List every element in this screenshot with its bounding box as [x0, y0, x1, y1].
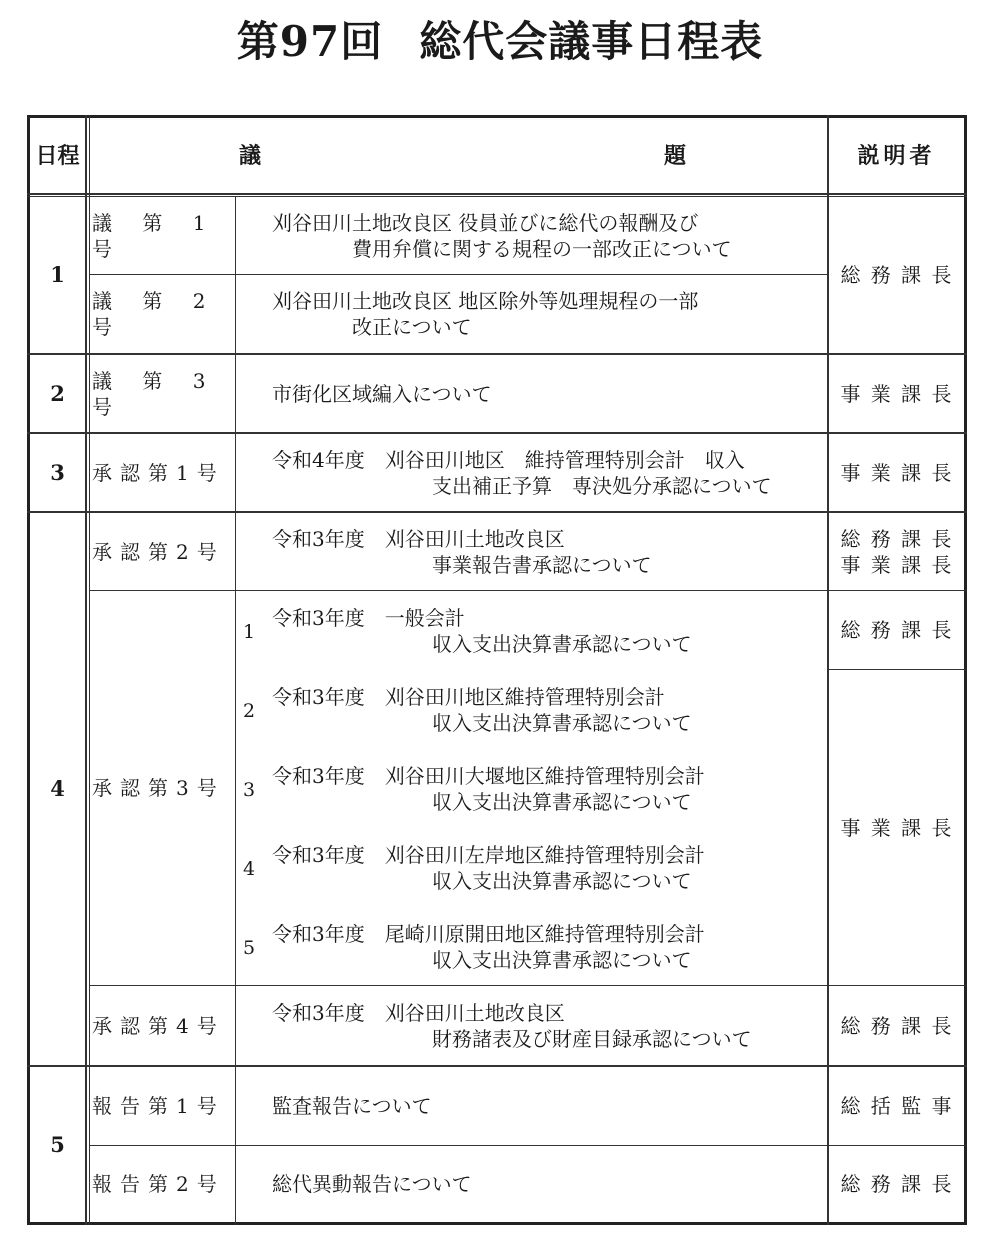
agenda-line: 市街化区域編入について [272, 381, 492, 406]
presenter: 総 務 課 長 [840, 1013, 954, 1038]
agenda-line: 令和3年度 一般会計 [272, 606, 465, 630]
presenter: 総 務 課 長 [840, 526, 954, 551]
agenda-subject [272, 600, 824, 662]
agenda-subject [272, 275, 824, 353]
agenda-subject [272, 679, 824, 741]
item-number: 承認第4号 [92, 1013, 225, 1038]
agenda-line: 改正について [272, 315, 472, 339]
document-title [0, 12, 1000, 72]
agenda-subject [272, 1146, 824, 1222]
col-divider-day [85, 115, 87, 1225]
day-number: 1 [50, 262, 65, 287]
agenda-line: 監査報告について [272, 1094, 432, 1118]
agenda-line: 収入支出決算書承認について [272, 632, 692, 656]
agenda-line: 令和3年度 尾崎川原開田地区維持管理特別会計 [272, 922, 705, 946]
presenter-pair [829, 513, 965, 590]
presenter: 事 業 課 長 [840, 552, 954, 577]
item-number: 議 第 1 号 [92, 210, 218, 261]
agenda-line: 収入支出決算書承認について [272, 869, 692, 893]
agenda-subject [272, 1067, 824, 1145]
item-number: 議 第 2 号 [92, 289, 218, 339]
col-divider-day-inner [89, 115, 90, 1225]
agenda-subject [272, 355, 824, 432]
agenda-subject [272, 986, 824, 1065]
day-number: 4 [50, 776, 65, 801]
meeting-number: 第97回 [236, 17, 384, 66]
presenter: 事 業 課 長 [840, 460, 954, 485]
agenda-line: 財務諸表及び財産目録承認について [272, 1026, 752, 1051]
agenda-subject [272, 758, 824, 820]
presenter: 事 業 課 長 [840, 815, 954, 840]
col-divider-item [235, 196, 236, 1225]
item-number: 承認第2号 [92, 539, 225, 564]
agenda-line: 収入支出決算書承認について [272, 711, 692, 735]
presenter: 総 務 課 長 [840, 618, 954, 642]
header-presenter: 説明者 [857, 142, 936, 169]
agenda-subject [272, 837, 824, 899]
sub-item-number: 3 [243, 779, 256, 801]
item-number: 議 第 3 号 [92, 368, 218, 419]
agenda-line: 収入支出決算書承認について [272, 948, 692, 972]
day-number: 5 [50, 1131, 65, 1157]
sub-item-number: 1 [243, 621, 256, 643]
agenda-line: 費用弁償に関する規程の一部改正について [272, 236, 732, 261]
item-number: 承認第1号 [92, 460, 225, 485]
agenda-subject [272, 916, 824, 978]
sub-item-number: 5 [243, 937, 256, 959]
presenter: 事 業 課 長 [840, 381, 954, 406]
agenda-line: 令和3年度 刈谷田川土地改良区 [272, 526, 565, 551]
header-day: 日程 [35, 142, 80, 169]
agenda-subject [272, 197, 824, 274]
agenda-line: 総代異動報告について [272, 1172, 472, 1196]
sub-item-number: 2 [243, 700, 256, 722]
item-number: 承認第3号 [92, 776, 225, 800]
agenda-subject [272, 434, 824, 511]
title-text: 総代会議事日程表 [419, 17, 764, 66]
agenda-subject [272, 513, 824, 590]
header-subject-right: 題 [663, 142, 686, 169]
day-number: 2 [50, 380, 65, 406]
agenda-line: 令和3年度 刈谷田川大堰地区維持管理特別会計 [272, 764, 705, 788]
agenda-line: 令和3年度 刈谷田川地区維持管理特別会計 [272, 685, 665, 709]
agenda-line: 令和3年度 刈谷田川左岸地区維持管理特別会計 [272, 843, 705, 867]
item-number: 報告第2号 [92, 1172, 225, 1196]
agenda-line: 収入支出決算書承認について [272, 790, 692, 814]
agenda-line: 事業報告書承認について [272, 552, 652, 577]
header-subject-left: 議 [238, 142, 261, 169]
presenter: 総 務 課 長 [840, 263, 954, 287]
header-divider [27, 193, 967, 195]
agenda-line: 刈谷田川土地改良区 役員並びに総代の報酬及び [272, 210, 699, 235]
agenda-line: 令和3年度 刈谷田川土地改良区 [272, 1000, 565, 1025]
item-number: 報告第1号 [92, 1094, 225, 1118]
agenda-line: 令和4年度 刈谷田川地区 維持管理特別会計 収入 [272, 447, 745, 472]
agenda-line: 刈谷田川土地改良区 地区除外等処理規程の一部 [272, 289, 699, 313]
presenter: 総 務 課 長 [840, 1172, 954, 1196]
sub-item-number: 4 [243, 858, 256, 880]
day-number: 3 [50, 459, 65, 485]
agenda-line: 支出補正予算 専決処分承認について [272, 473, 772, 498]
presenter: 総 括 監 事 [840, 1094, 954, 1118]
